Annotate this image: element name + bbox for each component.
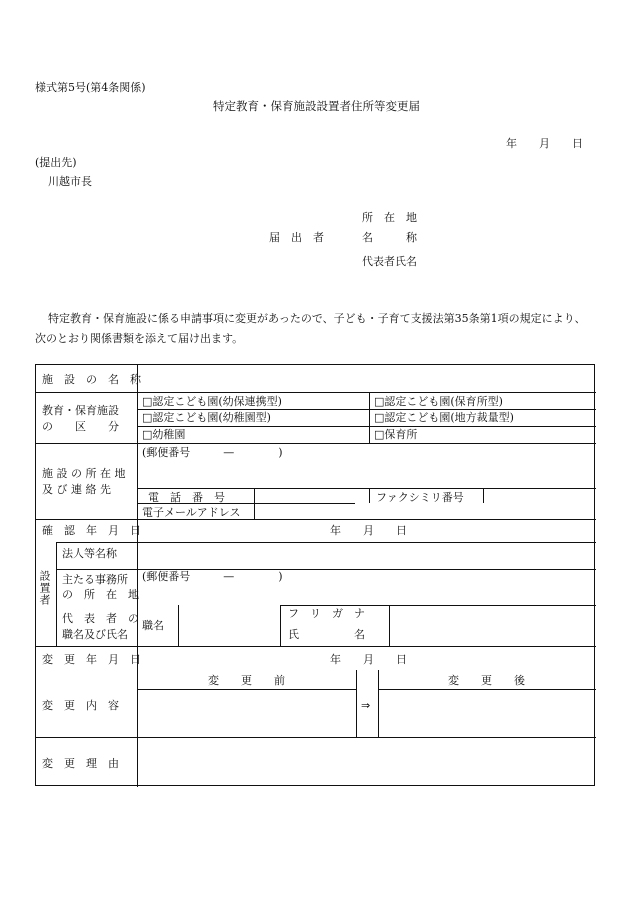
change-date-label: 変 更 年 月 日 (42, 653, 141, 666)
confirm-date-day: 日 (396, 524, 407, 537)
office-label-1: 主たる事務所 (62, 573, 128, 586)
furigana-label: フ リ ガ ナ (288, 607, 365, 620)
full-name-field[interactable] (396, 627, 586, 641)
rep-label-1: 代 表 者 の (62, 612, 139, 625)
body-text-line2: 次のとおり関係書類を添えて届け出ます。 (35, 332, 244, 345)
category-option-kindergarten-type[interactable]: □認定こども園(幼稚園型) (142, 411, 271, 424)
location-label-2: 及 び 連 絡 先 (42, 483, 111, 496)
category-label-2: の 区 分 (42, 420, 119, 433)
change-date-month: 月 (363, 653, 374, 666)
date-day: 日 (572, 137, 583, 150)
location-postal-code[interactable]: (郵便番号 — ) (142, 446, 283, 459)
date-month: 月 (539, 137, 550, 150)
change-reason-field[interactable] (144, 743, 589, 781)
office-postal-code[interactable]: (郵便番号 — ) (142, 570, 283, 583)
addressee-label: (提出先) (35, 156, 77, 169)
applicant-address-label: 所 在 地 (362, 211, 417, 224)
change-reason-label: 変 更 理 由 (42, 757, 119, 770)
applicant-rep-label: 代表者氏名 (362, 255, 417, 268)
body-text-line1: 特定教育・保育施設に係る申請事項に変更があったので、子ども・子育て支援法第35条第1項の規定により、 (48, 312, 586, 325)
arrow-icon: ⇒ (361, 699, 371, 712)
application-form-table (35, 364, 595, 786)
facility-name-field[interactable] (144, 370, 584, 388)
facility-name-label: 施 設 の 名 称 (42, 373, 141, 386)
confirm-date-month: 月 (363, 524, 374, 537)
confirm-date-label: 確 認 年 月 日 (42, 524, 141, 537)
office-label-2: の 所 在 地 (62, 588, 139, 601)
category-option-kindergarten[interactable]: □幼稚園 (142, 428, 186, 441)
furigana-field[interactable] (396, 608, 586, 620)
before-label: 変 更 前 (208, 674, 285, 687)
document-title: 特定教育・保育施設設置者住所等変更届 (213, 99, 420, 113)
fax-label: ファクシミリ番号 (376, 491, 464, 504)
job-title-label: 職名 (142, 619, 164, 632)
phone-label: 電 話 番 号 (148, 491, 225, 504)
change-date-year: 年 (330, 653, 341, 666)
category-label-1: 教育・保育施設 (42, 404, 119, 417)
before-content-field[interactable] (142, 693, 352, 733)
email-field[interactable] (260, 507, 590, 518)
fax-field[interactable] (489, 492, 589, 504)
category-option-kindergarten-nursery-integrated[interactable]: □認定こども園(幼保連携型) (142, 395, 282, 408)
phone-field[interactable] (260, 492, 365, 504)
after-content-field[interactable] (384, 693, 589, 733)
confirm-date-year: 年 (330, 524, 341, 537)
category-option-regional-type[interactable]: □認定こども園(地方裁量型) (374, 411, 514, 424)
founder-label: 設置者 (38, 570, 51, 606)
form-number: 様式第5号(第4条関係) (35, 81, 146, 94)
applicant-submitter-label: 届 出 者 (269, 231, 324, 244)
full-name-label: 氏 名 (288, 628, 365, 641)
location-label-1: 施 設 の 所 在 地 (42, 467, 126, 480)
corp-name-field[interactable] (144, 545, 584, 563)
category-option-nursery-type[interactable]: □認定こども園(保育所型) (374, 395, 503, 408)
rep-label-2: 職名及び氏名 (62, 628, 128, 641)
change-content-label: 変 更 内 容 (42, 699, 119, 712)
corp-name-label: 法人等名称 (62, 547, 117, 560)
job-title-field[interactable] (184, 610, 274, 642)
email-label: 電子メールアドレス (142, 506, 241, 519)
change-date-day: 日 (396, 653, 407, 666)
applicant-name-label: 名 称 (362, 231, 417, 244)
date-year: 年 (506, 137, 517, 150)
after-label: 変 更 後 (448, 674, 525, 687)
addressee-name: 川越市長 (48, 175, 92, 188)
category-option-nursery[interactable]: □保育所 (374, 428, 418, 441)
